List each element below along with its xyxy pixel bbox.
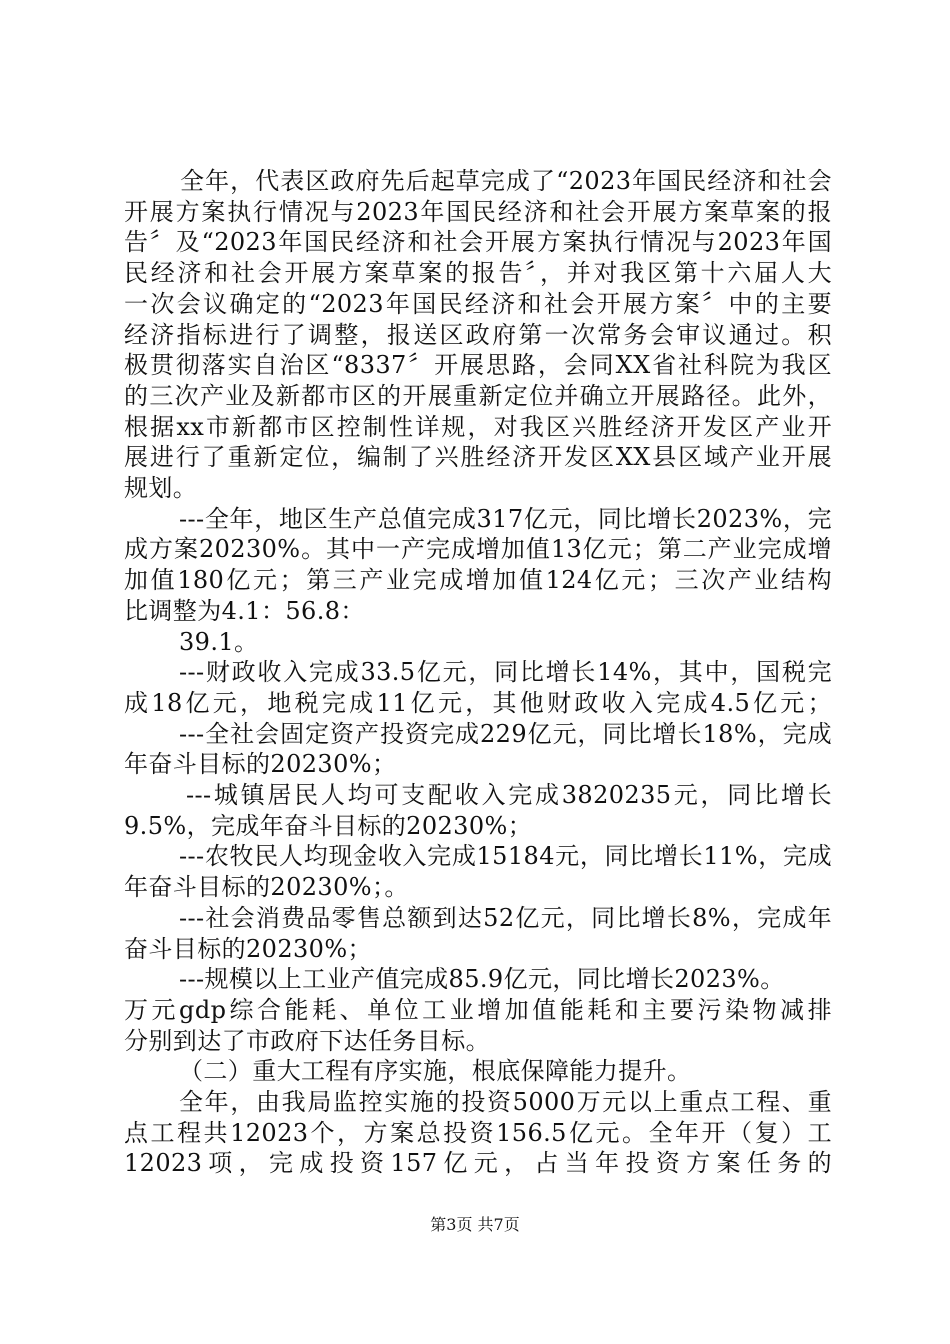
- text-line: 12023项，完成投资157亿元，占当年投资方案任务的: [124, 1149, 832, 1178]
- text-line: 奋斗目标的20230%；: [124, 934, 372, 963]
- text-line: 全年，由我局监控实施的投资5000万元以上重点工程、重: [179, 1088, 832, 1116]
- text-line: 加值180亿元；第三产业完成增加值124亿元；三次产业结构: [124, 566, 832, 595]
- text-line: 全年，代表区政府先后起草完成了“2023年国民经济和社会: [180, 167, 832, 195]
- text-line: 一次会议确定的“2023年国民经济和社会开展方案〞中的主要: [124, 289, 832, 318]
- text-line: 点工程共12023个，方案总投资156.5亿元。全年开（复）工: [124, 1118, 832, 1147]
- text-line: 比调整为4.1：56.8：: [124, 596, 365, 625]
- text-line: 开展方案执行情况与2023年国民经济和社会开展方案草案的报: [124, 197, 832, 226]
- text-line: 经济指标进行了调整，报送区政府第一次常务会审议通过。积: [124, 320, 832, 349]
- page-footer: 第3页 共7页: [430, 1215, 520, 1234]
- text-line: 民经济和社会开展方案草案的报告〞，并对我区第十六届人大: [124, 259, 832, 288]
- text-line: 9.5%，完成年奋斗目标的20230%；: [124, 811, 533, 840]
- text-line: 的三次产业及新都市区的开展重新定位并确立开展路径。此外，: [124, 381, 832, 410]
- text-line: 根据xx市新都市区控制性详规，对我区兴胜经济开发区产业开: [124, 412, 832, 441]
- text-line: 极贯彻落实自治区“8337〞开展思路，会同XX省社科院为我区: [124, 351, 832, 380]
- text-line: ---财政收入完成33.5亿元，同比增长14%，其中，国税完: [179, 658, 832, 687]
- text-line: ---城镇居民人均可支配收入完成3820235元，同比增长: [186, 781, 832, 809]
- text-line: ---农牧民人均现金收入完成15184元，同比增长11%，完成: [179, 842, 832, 871]
- text-line: ---全社会固定资产投资完成229亿元，同比增长18%，完成: [179, 719, 832, 748]
- text-line: 告〞及“2023年国民经济和社会开展方案执行情况与2023年国: [124, 228, 832, 257]
- text-line: 成18亿元，地税完成11亿元，其他财政收入完成4.5亿元；: [124, 688, 832, 717]
- text-line: 规划。: [124, 474, 198, 502]
- text-line: 39.1。: [179, 627, 259, 656]
- text-line: （二）重大工程有序实施，根底保障能力提升。: [179, 1057, 692, 1086]
- text-line: ---规模以上工业产值完成85.9亿元，同比增长2023%。: [179, 965, 785, 994]
- text-line: 成方案20230%。其中一产完成增加值13亿元；第二产业完成增: [124, 535, 832, 564]
- text-line: 年奋斗目标的20230%；。: [124, 873, 409, 902]
- text-line: ---社会消费品零售总额到达52亿元，同比增长8%，完成年: [179, 903, 832, 932]
- text-line: ---全年，地区生产总值完成317亿元，同比增长2023%，完: [179, 504, 832, 533]
- text-line: 分别到达了市政府下达任务目标。: [124, 1026, 490, 1055]
- text-line: 展进行了重新定位，编制了兴胜经济开发区XX县区域产业开展: [124, 443, 832, 472]
- text-line: 年奋斗目标的20230%；: [124, 750, 397, 779]
- text-line: 万元gdp综合能耗、单位工业增加值能耗和主要污染物减排: [124, 995, 832, 1024]
